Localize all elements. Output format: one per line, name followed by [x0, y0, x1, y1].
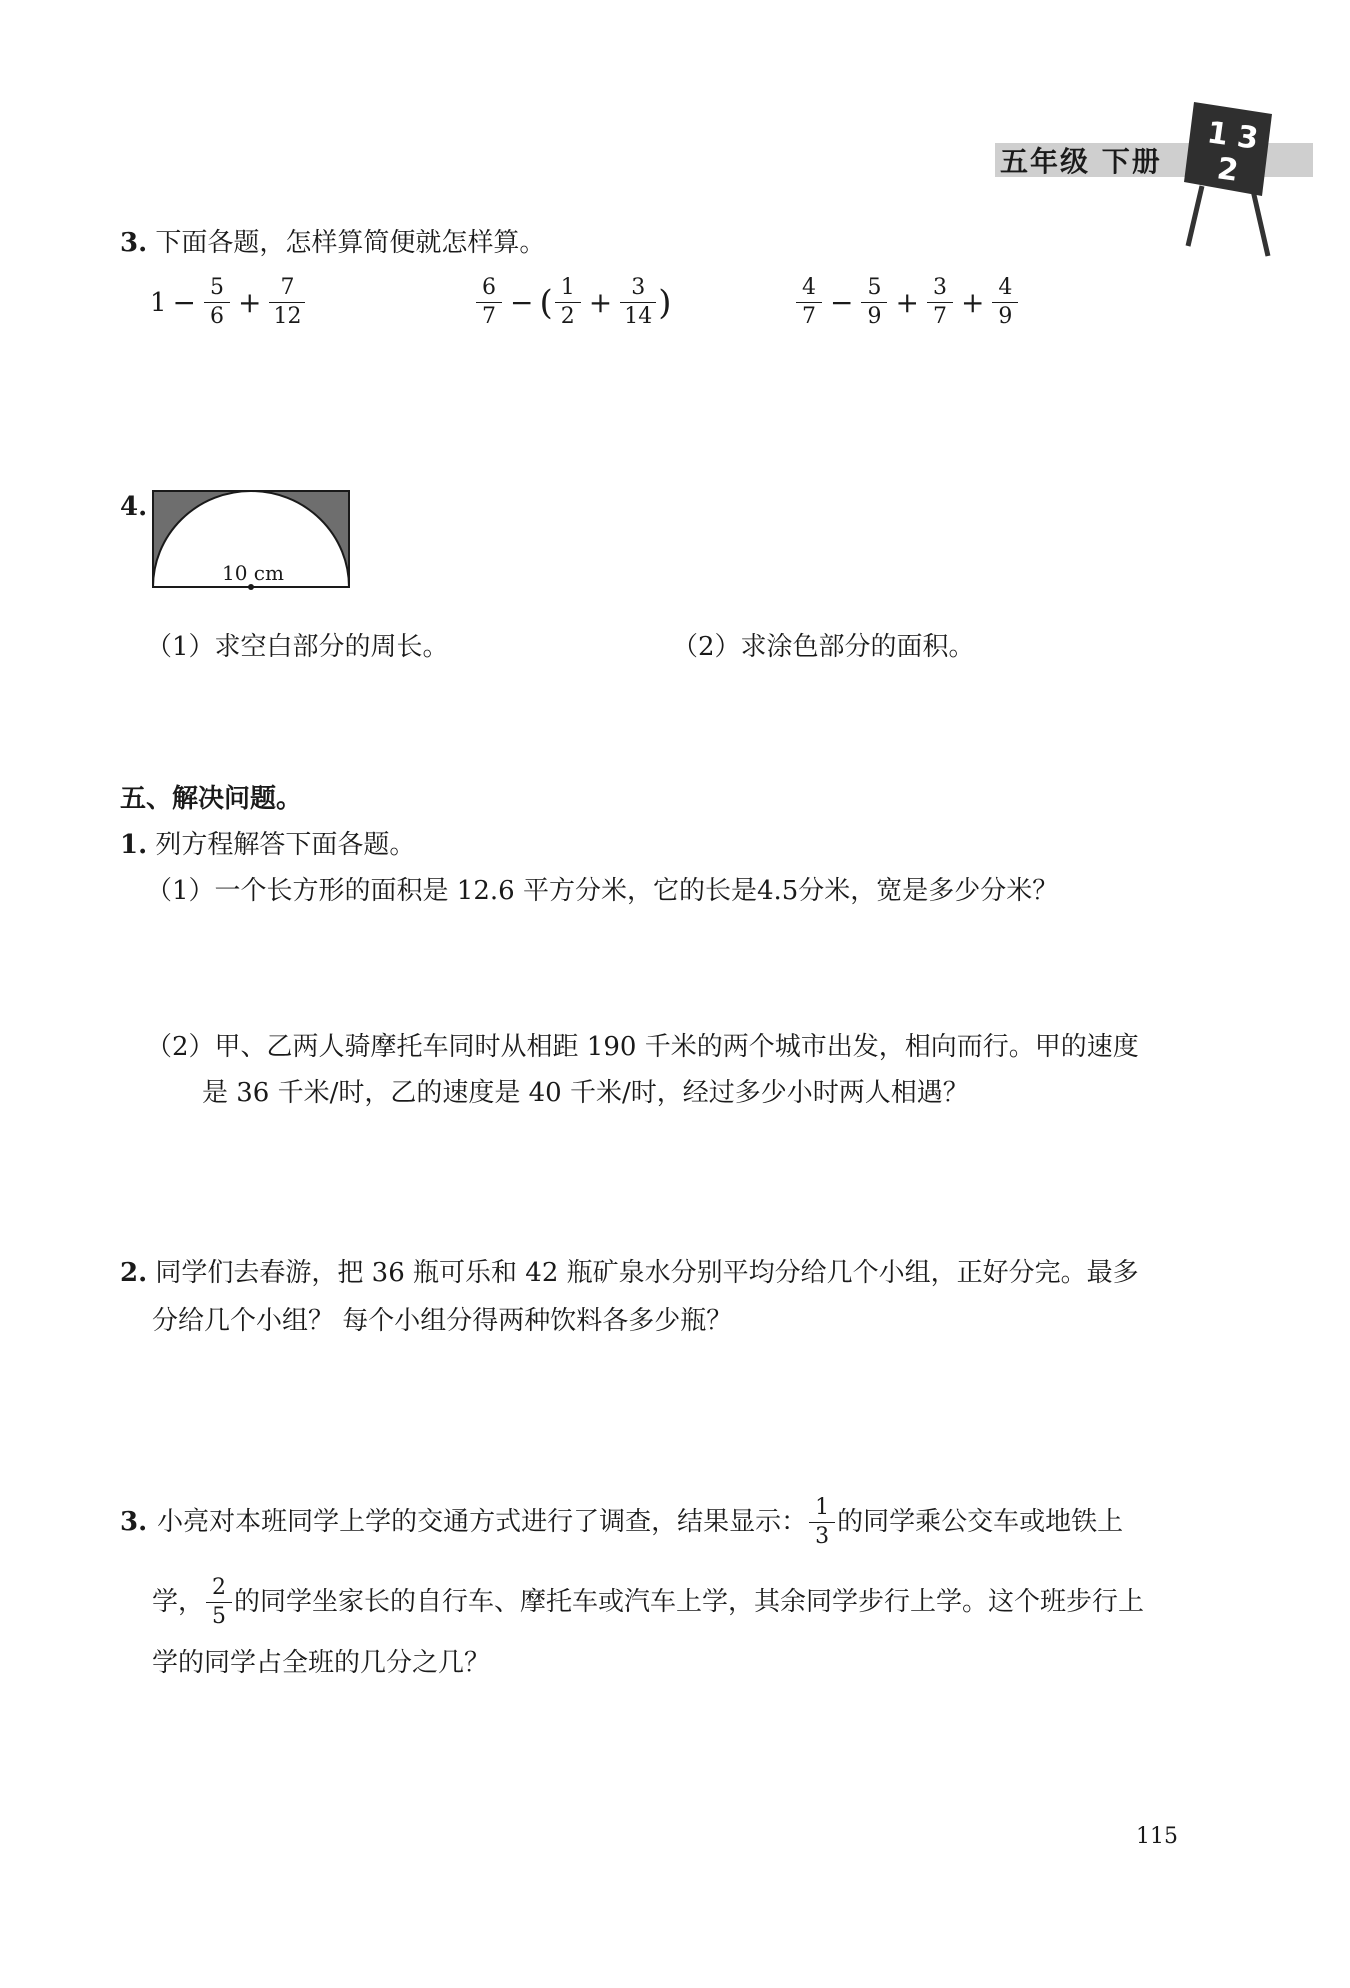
question-4-4-sub1: （1）求空白部分的周长。 [146, 632, 449, 662]
question-text: 列方程解答下面各题。 [155, 830, 416, 860]
whole-number: 1 [150, 287, 167, 318]
question-number: 2. [120, 1258, 148, 1288]
page-number: 115 [1136, 1824, 1178, 1849]
logo-digit-2: 3 [1234, 119, 1261, 157]
operator: + [960, 286, 985, 320]
operator: − [830, 286, 854, 320]
fraction: $\frac{4}{9}$ [994, 276, 1016, 329]
question-text: 小亮对本班同学上学的交通方式进行了调查，结果显示： [157, 1507, 808, 1538]
fraction: $\frac{5}{6}$ [206, 276, 228, 329]
question-5-3-line3: 学的同学占全班的几分之几？ [152, 1648, 491, 1678]
question-text: 学， [152, 1587, 205, 1618]
section-heading: 五、解决问题。 [120, 784, 303, 814]
question-number: 4. [120, 492, 148, 522]
left-paren: ( [539, 282, 553, 323]
logo-digit-3: 2 [1214, 151, 1241, 189]
fraction: $\frac{6}{7}$ [478, 276, 500, 329]
operator: − [510, 286, 534, 320]
question-number: 1. [120, 830, 148, 860]
fraction: $\frac{7}{12}$ [271, 276, 303, 329]
question-text: 的同学坐家长的自行车、摩托车或汽车上学，其余同学步行上学。这个班步行上 [234, 1587, 1145, 1618]
question-5-1-sub2-line2: 是 36 千米/时，乙的速度是 40 千米/时，经过多少小时两人相遇？ [202, 1078, 969, 1108]
operator: + [588, 286, 613, 320]
right-paren: ) [658, 282, 672, 323]
question-5-1 [120, 826, 415, 865]
fraction: $\frac{2}{5}$ [208, 1576, 230, 1629]
question-5-1-sub2-line1: （2）甲、乙两人骑摩托车同时从相距 190 千米的两个城市出发，相向而行。甲的速度 [146, 1032, 1139, 1062]
question-text: 同学们去春游，把 36 瓶可乐和 42 瓶矿泉水分别平均分给几个小组，正好分完。最多 [155, 1258, 1139, 1288]
question-5-1-sub1: （1）一个长方形的面积是 12.6 平方分米，它的长是4.5分米，宽是多少分米？ [146, 876, 1059, 906]
fraction: $\frac{1}{3}$ [811, 1496, 833, 1549]
grade-title: 五年级 下册 [1000, 145, 1162, 178]
question-5-2-line1 [120, 1254, 1139, 1293]
question-4-4-sub2: （2）求涂色部分的面积。 [672, 632, 975, 662]
operator: + [895, 286, 919, 320]
fraction: $\frac{4}{7}$ [798, 276, 820, 329]
chalkboard-logo-icon [1180, 96, 1280, 260]
logo-digit-1: 1 [1204, 115, 1231, 153]
operator: + [238, 286, 262, 320]
expression-2 [474, 276, 671, 329]
question-number: 3. [120, 228, 148, 258]
question-text: 的同学乘公交车或地铁上 [837, 1507, 1124, 1538]
fraction: $\frac{5}{9}$ [863, 276, 885, 329]
question-5-3-line1 [120, 1496, 1123, 1549]
expression-1 [150, 276, 307, 329]
question-5-3-line2 [152, 1576, 1144, 1629]
semicircle-figure [152, 490, 354, 590]
question-5-2-line2: 分给几个小组？ 每个小组分得两种饮料各多少瓶？ [152, 1306, 733, 1336]
question-text: 下面各题，怎样算简便就怎样算。 [155, 228, 546, 258]
question-number: 3. [120, 1507, 148, 1538]
fraction: $\frac{1}{2}$ [557, 276, 579, 329]
diameter-label: 10 cm [222, 561, 284, 585]
expression-3 [794, 276, 1020, 329]
operator: − [172, 286, 197, 320]
fraction: $\frac{3}{7}$ [929, 276, 951, 329]
fraction: $\frac{3}{14}$ [622, 276, 654, 329]
question-4-3 [120, 224, 545, 263]
